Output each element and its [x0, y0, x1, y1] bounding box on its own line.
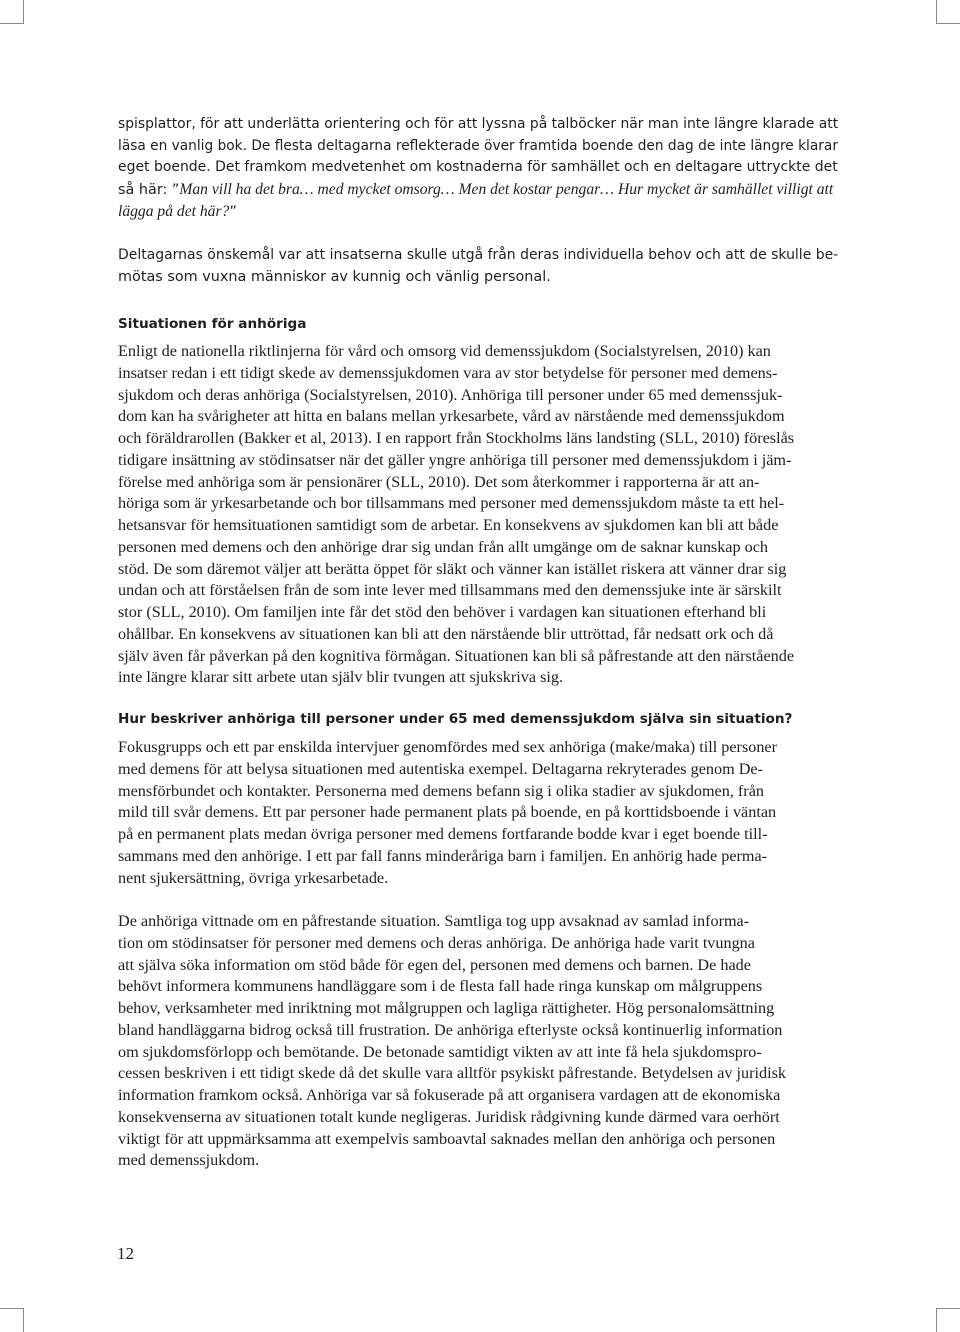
wishes-line: Deltagarnas önskemål var att insatserna skulle utgå från deras individuella behov och att de skulle be-	[118, 247, 839, 263]
relatives-line: ohållbar. En konsekvens av situationen kan bli att den närstående blir uttröttad, får nedsatt ork och då	[118, 624, 774, 643]
quote-text-end: lägga på det här?	[118, 203, 230, 221]
strain-line: viktigt för att uppmärksamma att exempelvis samboavtal saknades mellan den anhöriga och personen	[118, 1129, 776, 1148]
relatives-paragraph	[118, 341, 836, 689]
intro-line: läsa en vanlig bok. De flesta deltagarna reflekterade över framtida boende den dag de inte längre klarar	[118, 137, 838, 154]
quote-text: Man vill ha det bra… med mycket omsorg… Men det kostar pengar… Hur mycket är samhället villigt att	[179, 180, 834, 198]
describe-line: Fokusgrupps och ett par enskilda intervjuer genomfördes med sex anhöriga (make/maka) till personer	[118, 738, 778, 756]
describe-paragraph	[118, 737, 836, 889]
describe-line: med demens för att belysa situationen med autentiska exempel. Deltagarna rekryterades genom De-	[118, 759, 764, 778]
describe-line: på en permanent plats medan övriga personer med demens fortfarande bodde kvar i eget boende till-	[118, 825, 768, 843]
crop-mark-bottom-right-v	[936, 1308, 937, 1332]
strain-line: De anhöriga vittnade om en påfrestande situation. Samtliga tog upp avsaknad av samlad informa-	[118, 912, 750, 930]
relatives-line: stöd. De som däremot väljer att berätta öppet för släkt och vänner kan istället riskera att vänner drar sig	[118, 559, 787, 578]
quote-line-end	[118, 201, 836, 224]
strain-line: bland handläggarna bidrog också till frustration. De anhöriga efterlyste också kontinuerlig information	[118, 1020, 783, 1039]
relatives-line: hetsansvar för hemsituationen samtidigt som de arbetar. En konsekvens av sjukdomen kan bli att både	[118, 516, 779, 534]
quote-prefix: så här: ”	[118, 181, 180, 198]
crop-mark-top-left-h	[0, 23, 24, 24]
crop-mark-top-left-v	[23, 0, 24, 24]
relatives-line: sjukdom och deras anhöriga (Socialstyrelsen, 2010). Anhöriga till personer under 65 med demenssjuk-	[118, 385, 783, 404]
crop-mark-top-right-v	[936, 0, 937, 24]
crop-mark-bottom-left-h	[0, 1308, 24, 1309]
quote-line	[118, 179, 836, 202]
crop-mark-bottom-left-v	[23, 1308, 24, 1332]
page-number: 12	[117, 1244, 134, 1263]
relatives-line: dom kan ha svårigheter att hitta en balans mellan yrkesarbete, vård av närstående med demenssjukdom	[118, 407, 785, 426]
strain-line: tion om stödinsatser för personer med demens och deras anhöriga. De anhöriga hade varit tvungna	[118, 933, 755, 952]
strain-paragraph	[118, 911, 836, 1172]
intro-line: spisplattor, för att underlätta orientering och för att lyssna på talböcker när man inte längre klarade att	[118, 116, 839, 132]
strain-line: konsekvenserna av situationen totalt kunde negligeras. Juridisk rådgivning kunde därmed vara oerhört	[118, 1107, 780, 1126]
relatives-line: insatser redan i ett tidigt skede av demenssjukdomen vara av stor betydelse för personer med demens-	[118, 363, 778, 382]
strain-line: med demenssjukdom.	[118, 1151, 260, 1170]
strain-line: att själva söka information om stöd både för egen del, personen med demens och barnen. De hade	[118, 955, 751, 974]
strain-line: cessen beskriven i ett tidigt skede då det skulle vara alltför psykiskt påfrestande. Betydelsen av juridisk	[118, 1064, 787, 1083]
relatives-line: Enligt de nationella riktlinjerna för vård och omsorg vid demenssjukdom (Socialstyrelsen, 2010) kan	[118, 342, 771, 360]
relatives-line: förelse med anhöriga som är pensionärer (SLL, 2010). Det som återkommer i rapporterna är att an-	[118, 472, 760, 491]
relatives-line: själv även får påverkan på den kognitiva förmågan. Situationen kan bli så påfrestande att den närstående	[118, 646, 795, 665]
intro-line: eget boende. Det framkom medvetenhet om kostnaderna för samhället och en deltagare uttryckte det	[118, 159, 838, 176]
relatives-line: inte längre klarar sitt arbete utan själv blir tvungen att sjukskriva sig.	[118, 668, 564, 687]
crop-mark-bottom-right-h	[936, 1308, 960, 1309]
describe-line: nent sjukersättning, övriga yrkesarbetade.	[118, 868, 389, 887]
relatives-line: och föräldrarollen (Bakker et al, 2013). I en rapport från Stockholms läns landsting (SLL, 2010) föreslås	[118, 429, 795, 447]
wishes-line: mötas som vuxna människor av kunnig och vänlig personal.	[118, 268, 551, 285]
wishes-paragraph	[118, 245, 839, 288]
describe-line: sammans med den anhörige. I ett par fall fanns minderåriga barn i familjen. En anhörig hade perma-	[118, 846, 768, 865]
quote-close: ”	[229, 204, 237, 221]
intro-paragraph	[118, 114, 839, 224]
relatives-line: höriga som är yrkesarbetande och bor tillsammans med personer med demenssjukdom måste ta ett hel-	[118, 494, 785, 513]
crop-mark-top-right-h	[936, 23, 960, 24]
relatives-line: undan och att förståelsen från de som inte lever med tillsammans med den demenssjuke inte är särskilt	[118, 581, 782, 600]
section-heading-describe: Hur beskriver anhöriga till personer under 65 med demenssjukdom själva sin situation?	[118, 711, 793, 727]
relatives-line: stor (SLL, 2010). Om familjen inte får det stöd den behöver i vardagen kan situationen efterhand bli	[118, 603, 767, 621]
strain-line: om sjukdomsförlopp och bemötande. De betonade samtidigt vikten av att inte få hela sjukdomspro-	[118, 1042, 762, 1061]
strain-line: behov, verksamheter med inriktning mot målgruppen och lagliga rättigheter. Hög personalomsättning	[118, 999, 775, 1017]
describe-line: mild till svår demens. Ett par personer hade permanent plats på boende, en på korttidsboende i väntan	[118, 803, 777, 822]
section-heading-relatives: Situationen för anhöriga	[118, 316, 307, 332]
strain-line: behövt informera kommunens handläggare som i de flesta fall hade ringa kunskap om målgruppens	[118, 977, 763, 996]
describe-line: mensförbundet och kontakter. Personerna med demens befann sig i olika stadier av sjukdomen, från	[118, 781, 764, 800]
strain-line: information framkom också. Anhöriga var så fokuserade på att organisera vardagen att de ekonomiska	[118, 1086, 781, 1104]
relatives-line: tidigare insättning av stödinsatser när det gäller yngre anhöriga till personer med demenssjukdom i jäm-	[118, 450, 792, 469]
relatives-line: personen med demens och den anhörige drar sig undan från allt umgänge om de saknar kunskap och	[118, 537, 768, 556]
